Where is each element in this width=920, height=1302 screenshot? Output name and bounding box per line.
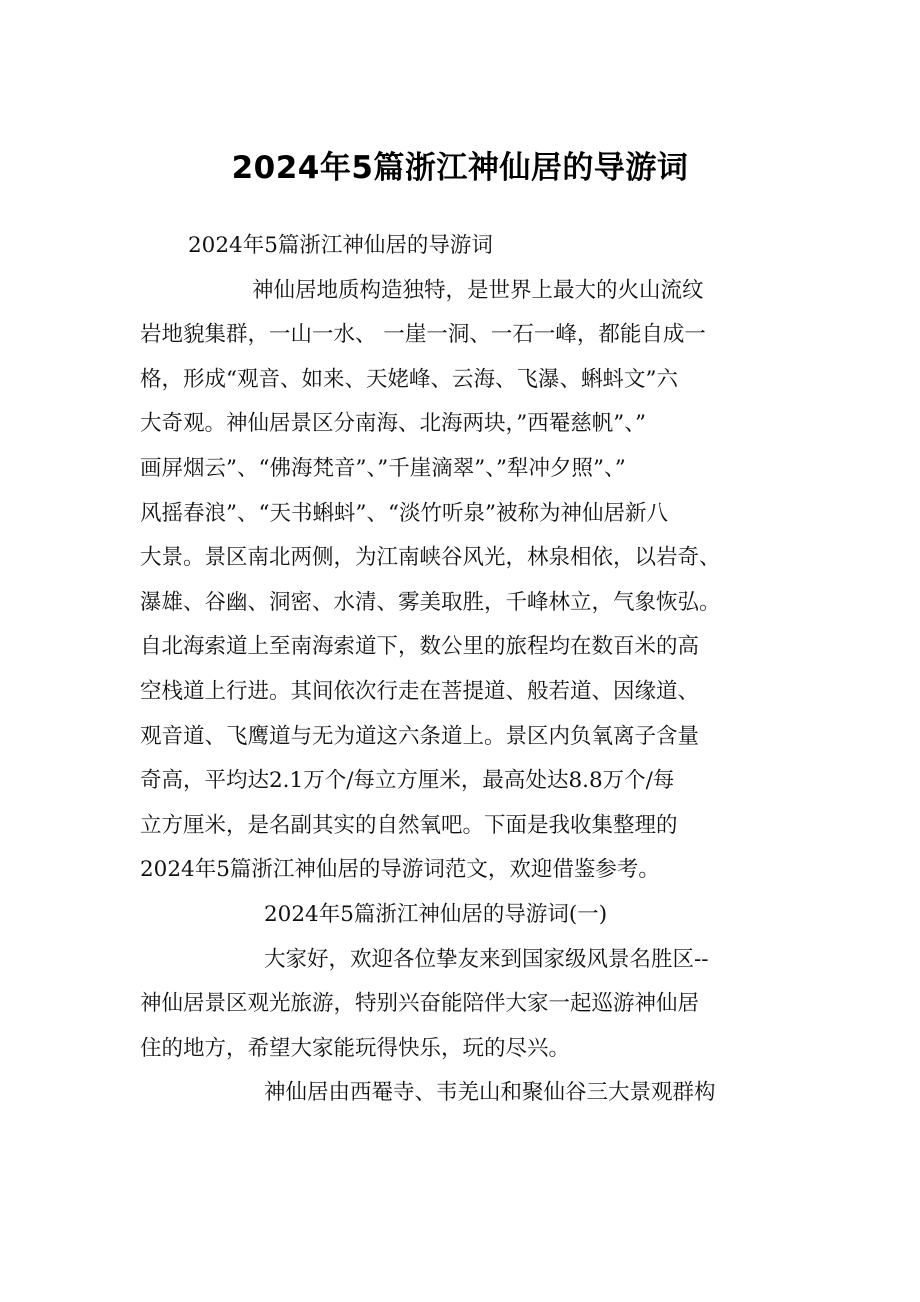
document-body	[140, 224, 790, 1116]
paragraph-line: 住的地方，希望大家能玩得快乐，玩的尽兴。	[140, 1035, 571, 1061]
intro-line: 岩地貌集群，一山一水、 一崖一洞、一石一峰，都能自成一	[140, 322, 706, 348]
intro-line: 神仙居地质构造独特，是世界上最大的火山流纹	[252, 277, 704, 303]
intro-line: 自北海索道上至南海索道下，数公里的旅程均在数百米的高	[140, 634, 700, 660]
intro-line: 格，形成“观音、如来、天姥峰、云海、飞瀑、蝌蚪文”六	[140, 366, 678, 392]
paragraph-line: 大家好，欢迎各位挚友来到国家级风景名胜区--	[264, 946, 709, 972]
document-title: 2024年5篇浙江神仙居的导游词	[231, 150, 689, 186]
intro-line: 立方厘米，是名副其实的自然氧吧。下面是我收集整理的	[140, 812, 678, 838]
intro-line: 大景。景区南北两侧，为江南峡谷风光，林泉相依，以岩奇、	[140, 545, 721, 571]
intro-line: 风摇春浪”、“天书蝌蚪”、“淡竹听泉”被称为神仙居新八	[140, 500, 668, 526]
intro-line: 奇高，平均达2.1万个/每立方厘米，最高处达8.8万个/每	[140, 768, 675, 794]
section-heading: 2024年5篇浙江神仙居的导游词(一)	[264, 901, 608, 927]
intro-line: 观音道、飞鹰道与无为道这六条道上。景区内负氧离子含量	[140, 723, 700, 749]
document-subtitle: 2024年5篇浙江神仙居的导游词	[188, 233, 493, 258]
intro-line: 瀑雄、谷幽、洞密、水清、雾美取胜，千峰林立，气象恢弘。	[140, 589, 721, 615]
intro-line: 2024年5篇浙江神仙居的导游词范文，欢迎借鉴参考。	[140, 857, 660, 883]
intro-line: 画屏烟云”、“佛海梵音”、”千崖滴翠”、”犁冲夕照”、”	[140, 455, 626, 481]
paragraph-line: 神仙居由西罨寺、韦羌山和聚仙谷三大景观群构	[264, 1080, 716, 1106]
intro-line: 空栈道上行进。其间依次行走在菩提道、般若道、因缘道、	[140, 678, 700, 704]
paragraph-line: 神仙居景区观光旅游，特别兴奋能陪伴大家一起巡游神仙居	[140, 991, 700, 1017]
intro-line: 大奇观。神仙居景区分南海、北海两块，”西罨慈帆”、”	[140, 411, 646, 437]
